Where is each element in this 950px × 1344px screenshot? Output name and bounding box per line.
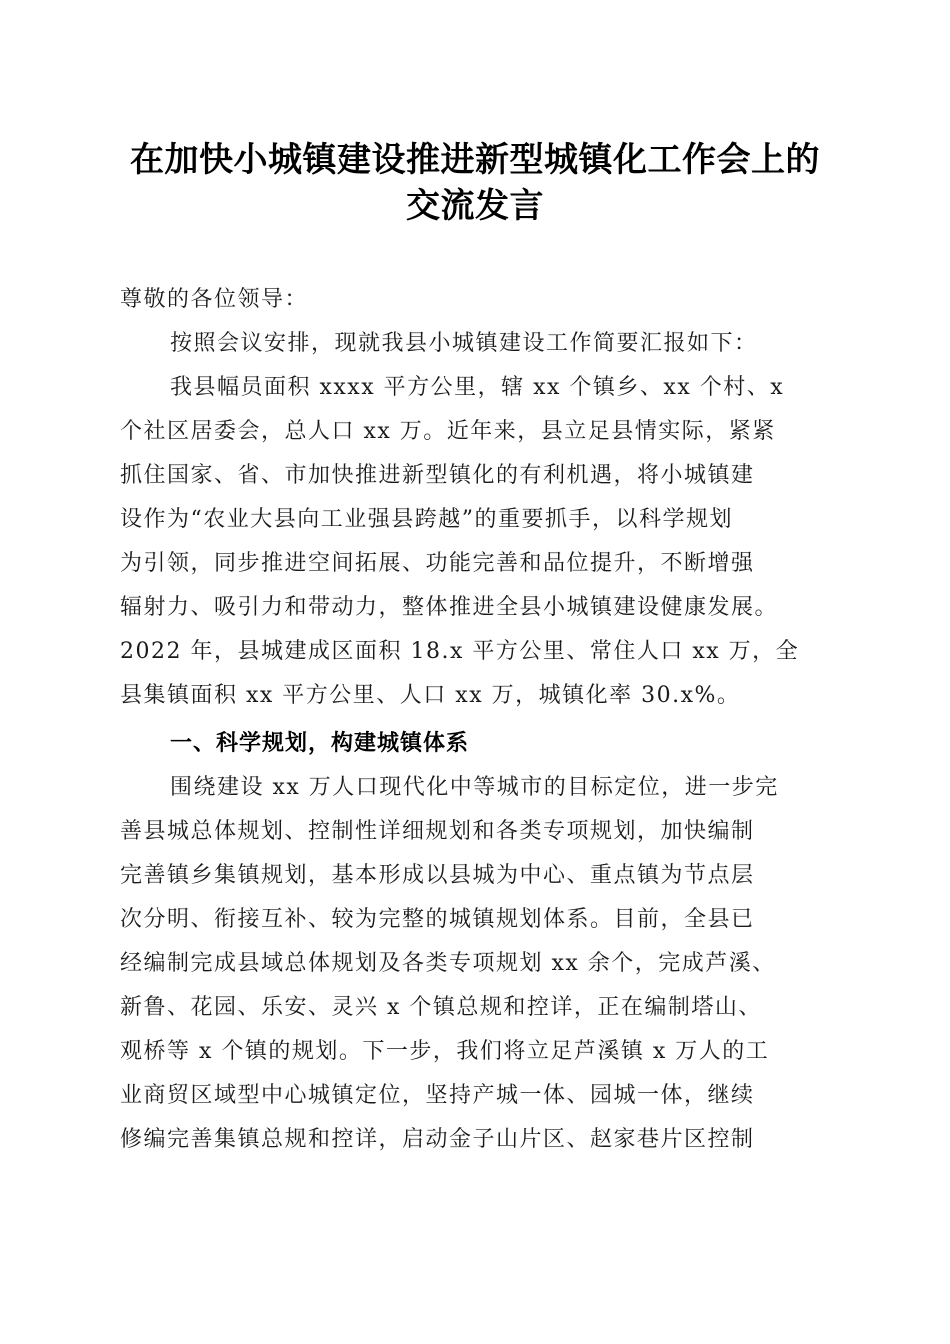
paragraph2-line: 围绕建设 xx 万人口现代化中等城市的目标定位，进一步完 [170, 775, 779, 800]
paragraph2-line: 次分明、衔接互补、较为完整的城镇规划体系。目前，全县已 [120, 907, 755, 932]
paragraph1-line: 为引领，同步推进空间拓展、功能完善和品位提升，不断增强 [120, 551, 755, 576]
paragraph1-line: 个社区居委会，总人口 xx 万。近年来，县立足县情实际，紧紧 [120, 419, 776, 444]
section-heading: 一、科学规划，构建城镇体系 [170, 731, 470, 756]
document-title-line-1: 在加快小城镇建设推进新型城镇化工作会上的 [130, 140, 820, 180]
paragraph1-line: 抓住国家、省、市加快推进新型镇化的有利机遇，将小城镇建 [120, 463, 755, 488]
paragraph1-line: 辐射力、吸引力和带动力，整体推进全县小城镇建设健康发展。 [120, 595, 779, 620]
salutation: 尊敬的各位领导： [120, 287, 309, 312]
paragraph1-line: 设作为“农业大县向工业强县跨越”的重要抓手，以科学规划 [120, 507, 733, 532]
document-title-line-2: 交流发言 [406, 186, 544, 226]
paragraph1-line: 2022 年，县城建成区面积 18.x 平方公里、常住人口 xx 万，全 [120, 639, 800, 664]
paragraph1-line: 我县幅员面积 xxxx 平方公里，辖 xx 个镇乡、xx 个村、x [170, 375, 785, 400]
paragraph2-line: 业商贸区域型中心城镇定位，坚持产城一体、园城一体，继续 [120, 1083, 755, 1108]
intro-paragraph: 按照会议安排，现就我县小城镇建设工作简要汇报如下： [170, 331, 758, 356]
paragraph2-line: 新鲁、花园、乐安、灵兴 x 个镇总规和控详，正在编制塔山、 [120, 995, 762, 1020]
paragraph2-line: 修编完善集镇总规和控详，启动金子山片区、赵家巷片区控制 [120, 1127, 755, 1152]
paragraph2-line: 善县城总体规划、控制性详细规划和各类专项规划，加快编制 [120, 819, 755, 844]
paragraph2-line: 经编制完成县域总体规划及各类专项规划 xx 余个，完成芦溪、 [120, 951, 776, 976]
paragraph2-line: 观桥等 x 个镇的规划。下一步，我们将立足芦溪镇 x 万人的工 [120, 1039, 770, 1064]
paragraph1-line: 县集镇面积 xx 平方公里、人口 xx 万，城镇化率 30.x%。 [120, 683, 741, 708]
paragraph2-line: 完善镇乡集镇规划，基本形成以县城为中心、重点镇为节点层 [120, 863, 755, 888]
